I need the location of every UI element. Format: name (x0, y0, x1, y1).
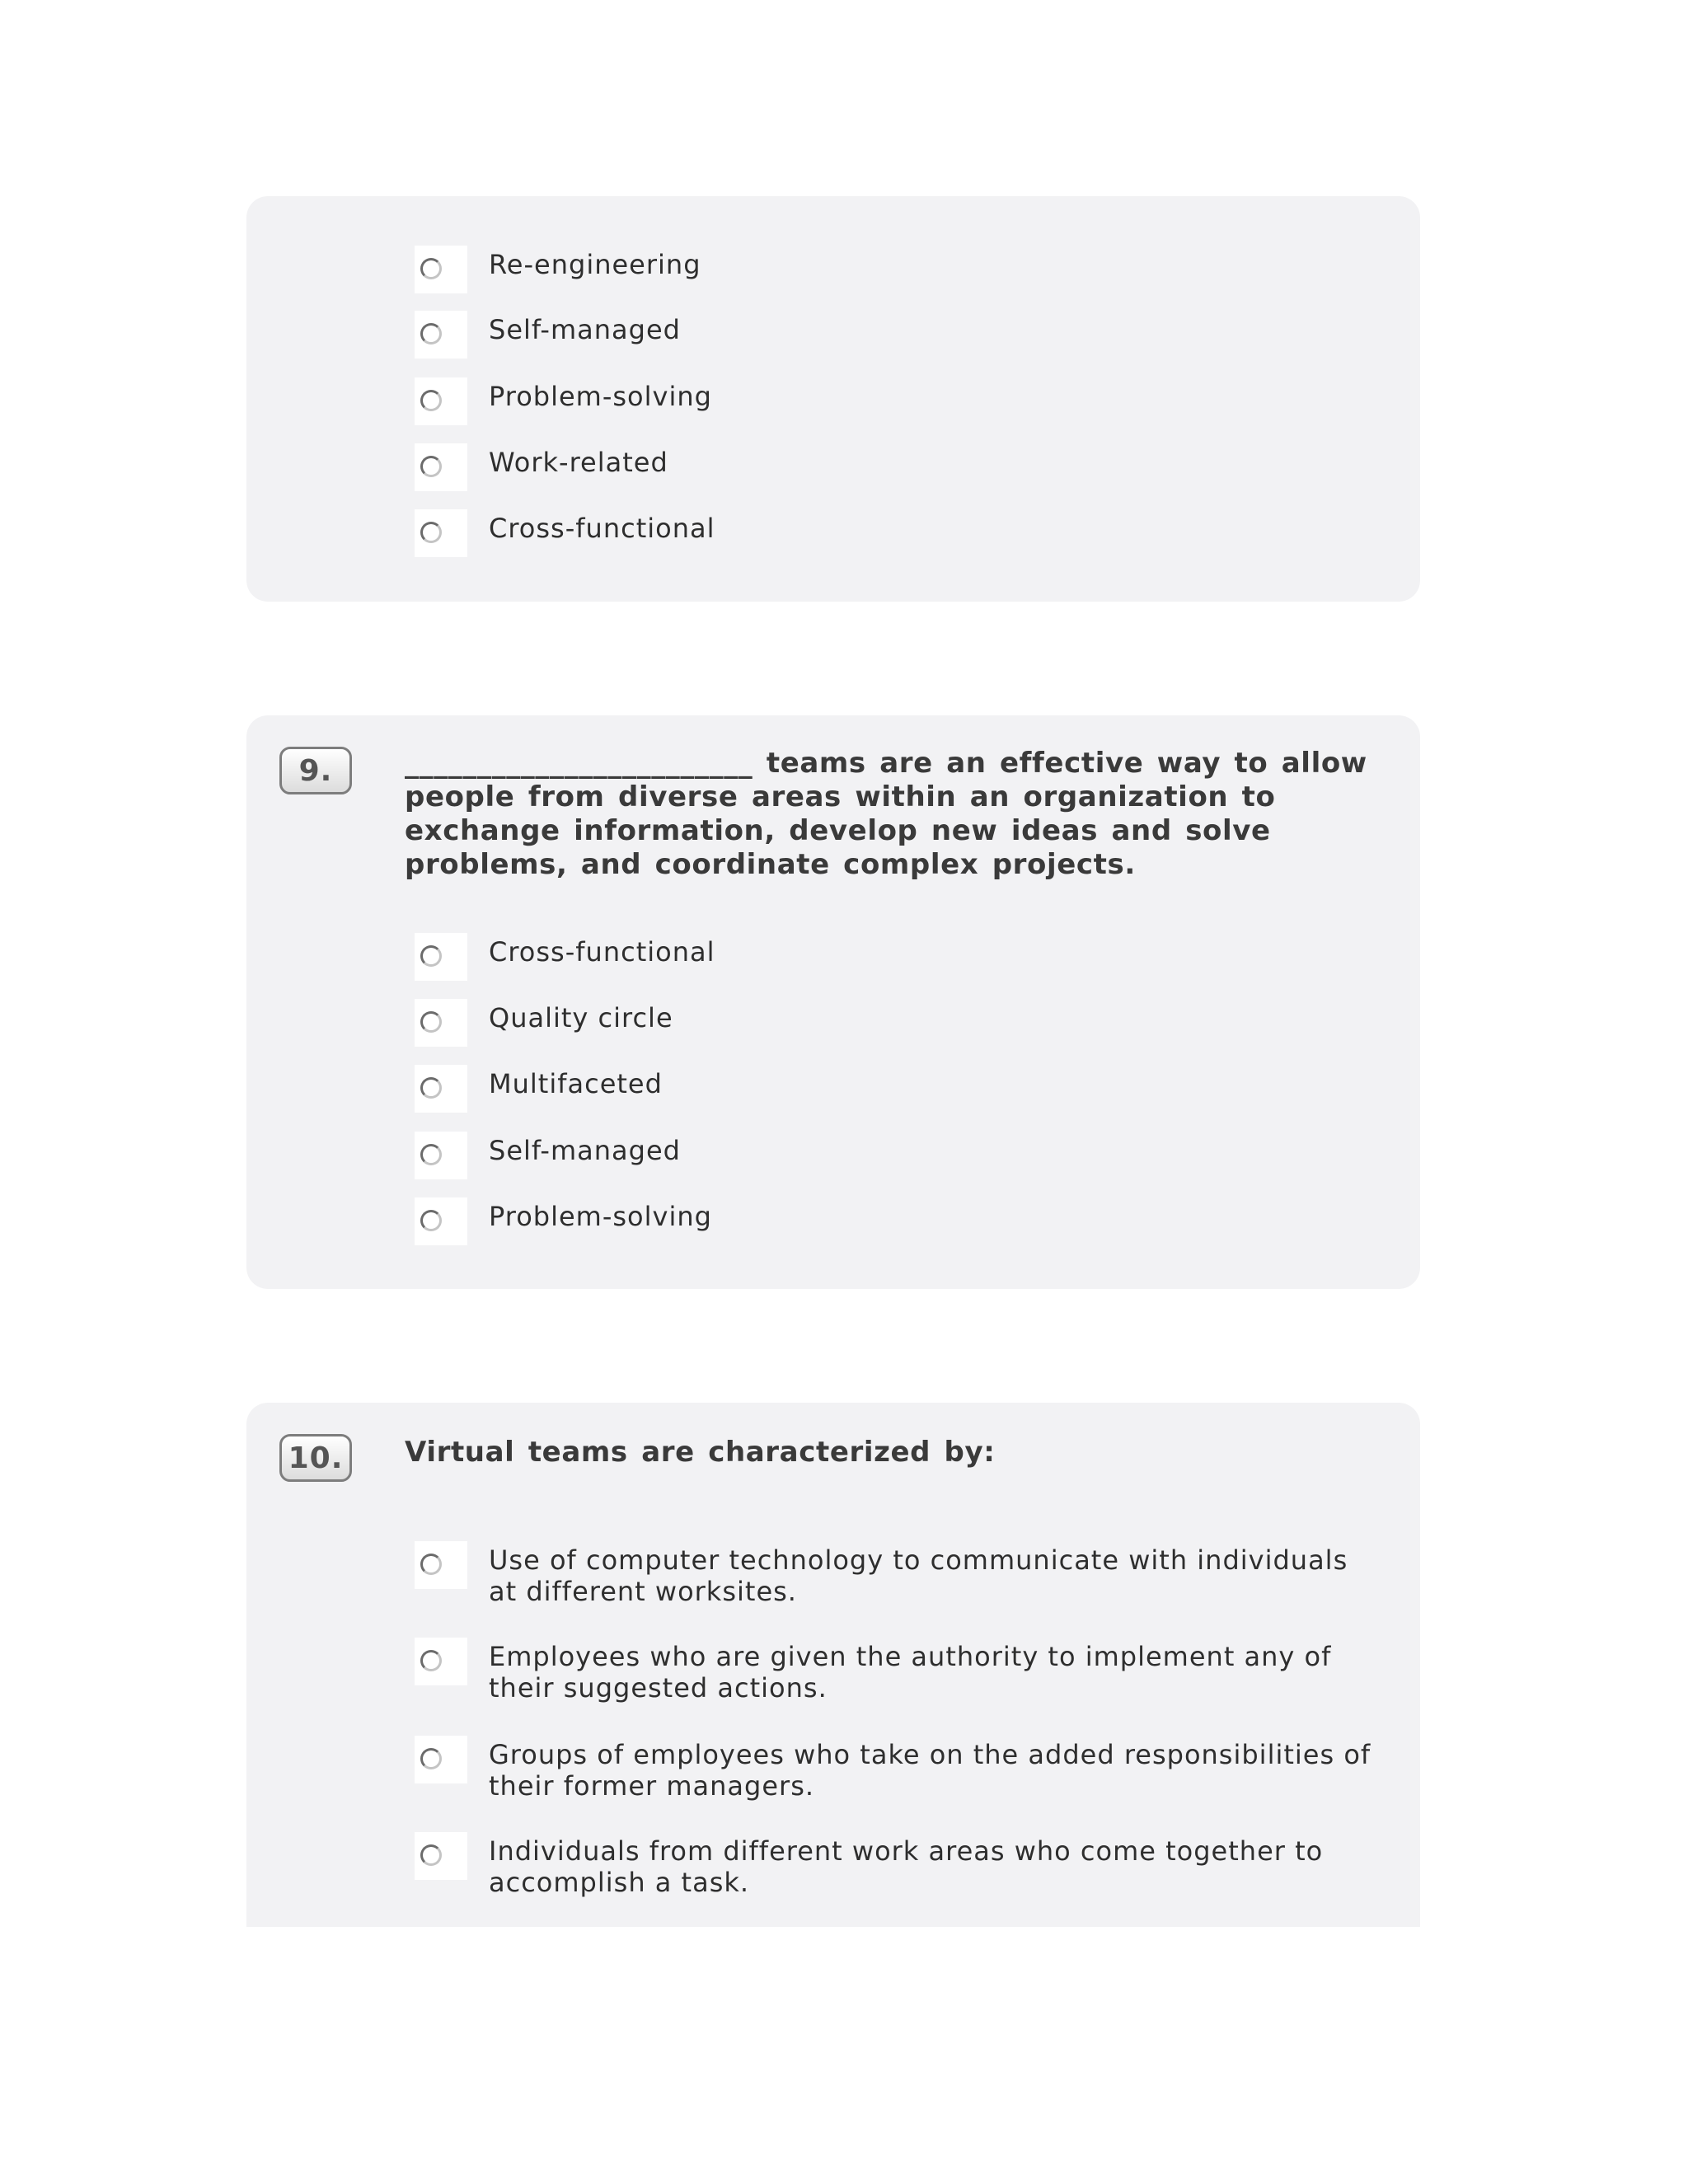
radio-button[interactable] (415, 1197, 467, 1245)
radio-circle-icon[interactable] (420, 390, 442, 411)
question-number-badge: 9. (279, 747, 352, 794)
question-card-9 (246, 715, 1420, 1289)
radio-button[interactable] (415, 1132, 467, 1179)
radio-button[interactable] (415, 377, 467, 425)
radio-button[interactable] (415, 999, 467, 1047)
answer-option-label: Individuals from different work areas who come together to accomplish a task. (489, 1835, 1324, 1898)
answer-option-label: Work-related (489, 447, 668, 478)
question-text: Virtual teams are characterized by: (405, 1436, 996, 1469)
radio-circle-icon[interactable] (420, 1650, 442, 1671)
answer-option-label: Self-managed (489, 314, 681, 345)
radio-circle-icon[interactable] (420, 1011, 442, 1033)
answer-option[interactable] (415, 1638, 1381, 1704)
radio-button[interactable] (415, 1638, 467, 1685)
answer-option[interactable] (415, 933, 1381, 981)
answer-option[interactable] (415, 999, 1381, 1047)
radio-circle-icon[interactable] (420, 1144, 442, 1165)
radio-circle-icon[interactable] (420, 1748, 442, 1769)
radio-circle-icon[interactable] (420, 945, 442, 967)
answer-option-label: Groups of employees who take on the added responsibilities of their former managers. (489, 1739, 1372, 1802)
answer-option[interactable] (415, 377, 1381, 425)
radio-circle-icon[interactable] (420, 1844, 442, 1866)
answer-option[interactable] (415, 1197, 1381, 1245)
answer-option-label: Problem-solving (489, 381, 712, 412)
radio-button[interactable] (415, 1065, 467, 1113)
question-card-10 (246, 1403, 1420, 1927)
answer-option[interactable] (415, 509, 1381, 557)
radio-circle-icon[interactable] (420, 258, 442, 279)
radio-button[interactable] (415, 933, 467, 981)
question-card-8 (246, 196, 1420, 602)
question-text: ________________________ teams are an effective way to allow people from diverse areas within an organization to exchange information, develop new ideas and solve problems, and coordinate complex projects. (405, 747, 1367, 881)
radio-button[interactable] (415, 246, 467, 293)
answer-option-label: Self-managed (489, 1135, 681, 1166)
answer-option-label: Employees who are given the authority to implement any of their suggested actions. (489, 1641, 1332, 1704)
radio-button[interactable] (415, 311, 467, 359)
answer-option-label: Cross-functional (489, 513, 715, 544)
radio-circle-icon[interactable] (420, 1210, 442, 1231)
answer-option-label: Use of computer technology to communicate with individuals at different worksites. (489, 1544, 1348, 1607)
answer-option[interactable] (415, 1132, 1381, 1179)
answer-option[interactable] (415, 311, 1381, 359)
radio-button[interactable] (415, 443, 467, 491)
radio-circle-icon[interactable] (420, 323, 442, 344)
answer-option-label: Problem-solving (489, 1201, 712, 1232)
answer-option[interactable] (415, 246, 1381, 293)
answer-option-label: Cross-functional (489, 936, 715, 968)
radio-button[interactable] (415, 1736, 467, 1783)
answer-option[interactable] (415, 1541, 1381, 1607)
radio-circle-icon[interactable] (420, 456, 442, 477)
answer-option[interactable] (415, 1832, 1381, 1898)
answer-option-label: Quality circle (489, 1002, 673, 1033)
question-number-badge: 10. (279, 1434, 352, 1482)
answer-option-label: Re-engineering (489, 249, 701, 280)
radio-button[interactable] (415, 509, 467, 557)
answer-option[interactable] (415, 443, 1381, 491)
radio-circle-icon[interactable] (420, 1554, 442, 1575)
radio-button[interactable] (415, 1832, 467, 1880)
answer-option[interactable] (415, 1065, 1381, 1113)
radio-circle-icon[interactable] (420, 522, 442, 543)
radio-button[interactable] (415, 1541, 467, 1589)
radio-circle-icon[interactable] (420, 1077, 442, 1099)
answer-option-label: Multifaceted (489, 1068, 663, 1099)
answer-option[interactable] (415, 1736, 1381, 1802)
